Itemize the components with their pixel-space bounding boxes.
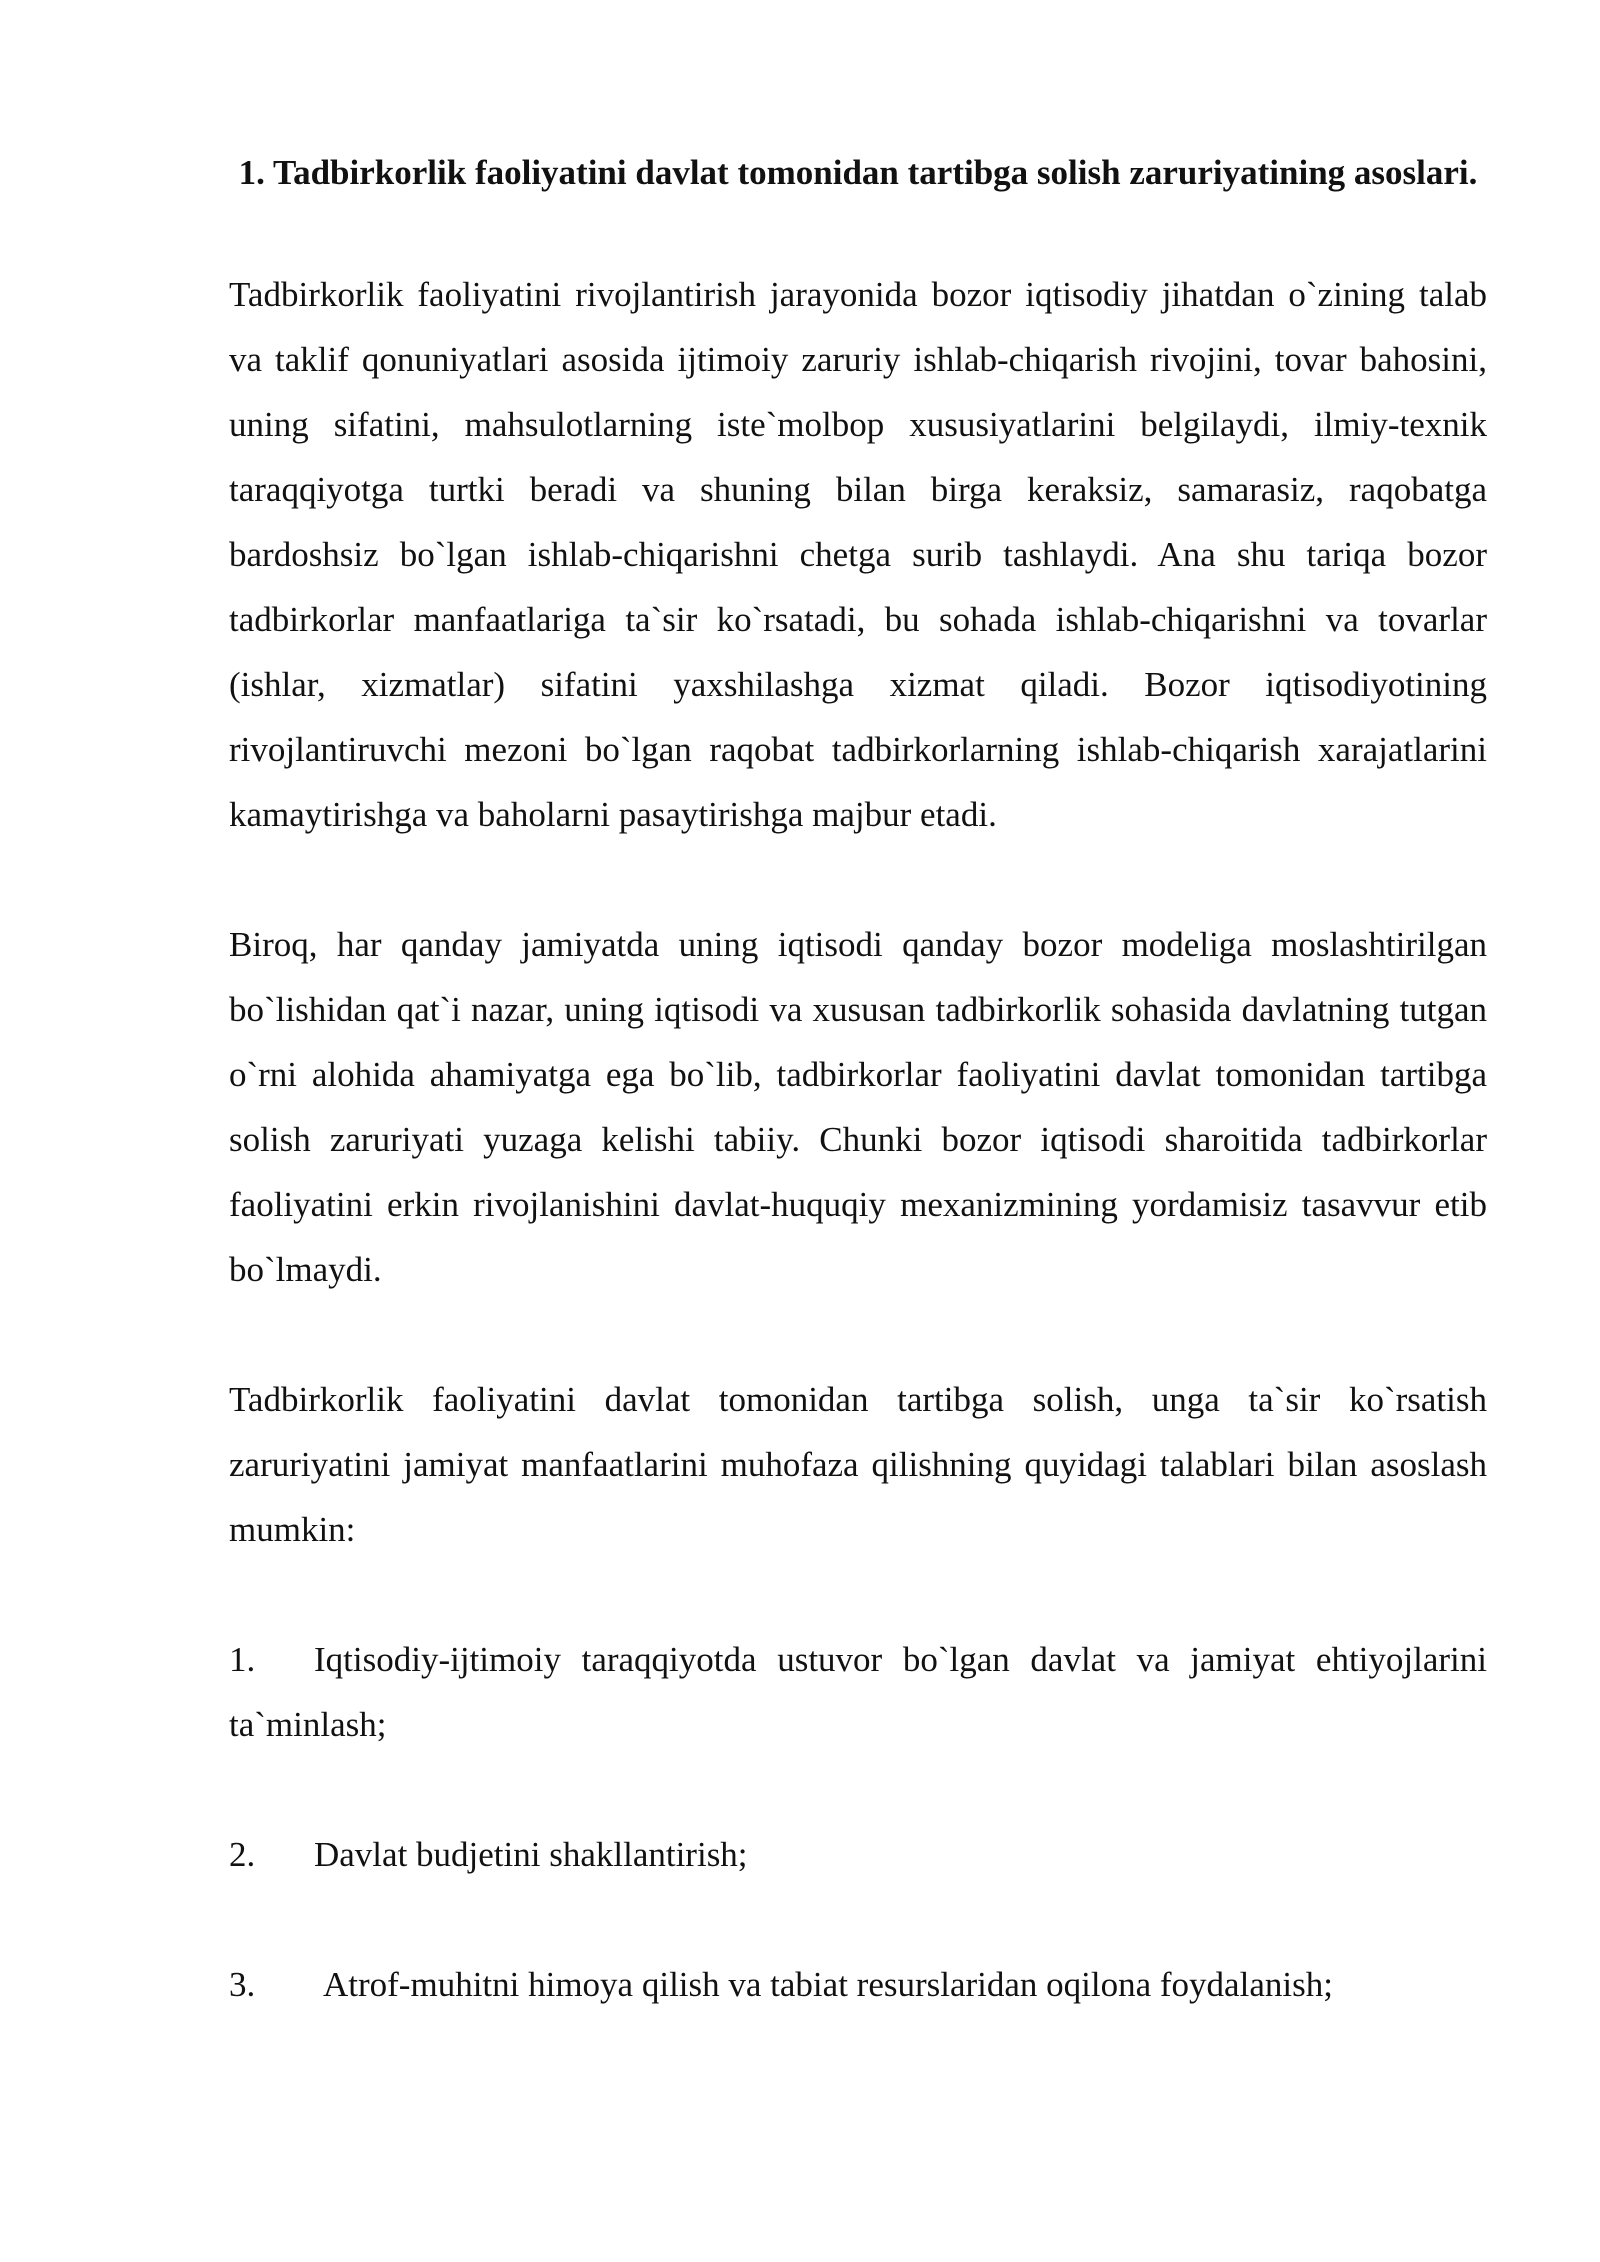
paragraph-3: Tadbirkorlik faoliyatini davlat tomonidan tartibga solish, unga ta`sir ko`rsatish zaruriyatini jamiyat manfaatlarini muhofaza qilishning quyidagi talablari bilan asoslash mumkin: [229, 1380, 1487, 1549]
section-title: 1. Tadbirkorlik faoliyatini davlat tomonidan tartibga solish zaruriyatining asoslari. [238, 153, 1478, 192]
document-body [229, 140, 1487, 2082]
paragraph-2: Biroq, har qanday jamiyatda uning iqtisodi qanday bozor modeliga moslashtirilgan bo`lishidan qat`i nazar, uning iqtisodi va xususan tadbirkorlik sohasida davlatning tutgan o`rni alohida ahamiyatga ega bo`lib, tadbirkorlar faoliyatini davlat tomonidan tartibga solish zaruriyati yuzaga kelishi tabiiy. Chunki bozor iqtisodi sharoitida tadbirkorlar faoliyatini erkin rivojlanishini davlat-huquqiy mexanizmining yordamisiz tasavvur etib bo`lmaydi. [229, 925, 1487, 1289]
list-item-2 [229, 1822, 1487, 1887]
paragraph-1: Tadbirkorlik faoliyatini rivojlantirish jarayonida bozor iqtisodiy jihatdan o`zining talab va taklif qonuniyatlari asosida ijtimoiy zaruriy ishlab-chiqarish rivojini, tovar bahosini, uning sifatini, mahsulotlarning iste`molbop xususiyatlarini belgilaydi, ilmiy-texnik taraqqiyotga turtki beradi va shuning bilan birga keraksiz, samarasiz, raqobatga bardoshsiz bo`lgan ishlab-chiqarishni chetga surib tashlaydi. Ana shu tariqa bozor tadbirkorlar manfaatlariga ta`sir ko`rsatadi, bu sohada ishlab-chiqarishni va tovarlar (ishlar, xizmatlar) sifatini yaxshilashga xizmat qiladi. Bozor iqtisodiyotining rivojlantiruvchi mezoni bo`lgan raqobat tadbirkorlarning ishlab-chiqarish xarajatlarini kamaytirishga va baholarni pasaytirishga majbur etadi. [229, 275, 1487, 834]
list-text: Davlat budjetini shakllantirish; [314, 1835, 748, 1874]
list-number: 1. [229, 1640, 256, 1679]
list-item-1 [229, 1627, 1487, 1757]
list-text: Iqtisodiy-ijtimoiy taraqqiyotda ustuvor bo`lgan davlat va jamiyat ehtiyojlarini ta`minlash; [229, 1640, 1487, 1744]
list-text: Atrof-muhitni himoya qilish va tabiat resurslaridan oqilona foydalanish; [323, 1965, 1333, 2004]
list-number: 3. [229, 1965, 256, 2004]
list-item-3 [229, 1952, 1487, 2017]
list-number: 2. [229, 1835, 256, 1874]
